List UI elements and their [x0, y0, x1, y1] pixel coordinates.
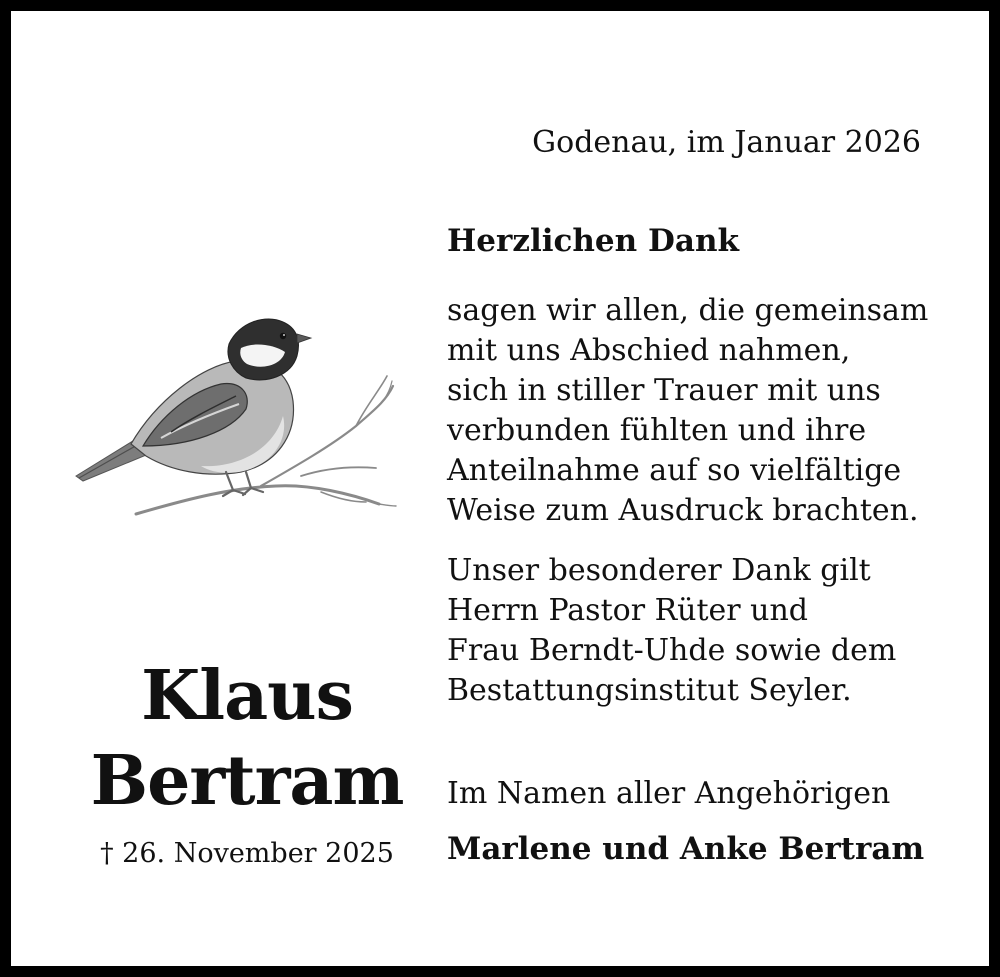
on-behalf-line: Im Namen aller Angehörigen — [447, 776, 891, 811]
paragraph-line: sich in stiller Trauer mit uns — [447, 373, 881, 408]
paragraph-line: Anteilnahme auf so vielfältige — [447, 453, 902, 488]
thanks-heading: Herzlichen Dank — [447, 223, 739, 259]
death-date: † 26. November 2025 — [100, 838, 394, 869]
dateline: Godenau, im Januar 2026 — [532, 125, 921, 160]
paragraph-line: Weise zum Ausdruck brachten. — [447, 493, 919, 528]
paragraph-line: verbunden fühlten und ihre — [447, 413, 867, 448]
signers: Marlene und Anke Bertram — [447, 831, 925, 867]
deceased-last-name: Bertram — [90, 741, 404, 821]
paragraph-line: Unser besonderer Dank gilt — [447, 553, 871, 588]
special-thanks-paragraph — [447, 551, 896, 711]
paragraph-line: Bestattungsinstitut Seyler. — [447, 673, 852, 708]
paragraph-line: mit uns Abschied nahmen, — [447, 333, 851, 368]
paragraph-line: Herrn Pastor Rüter und — [447, 593, 809, 628]
paragraph-line: Frau Berndt-Uhde sowie dem — [447, 633, 897, 668]
paragraph-line: sagen wir allen, die gemeinsam — [447, 293, 929, 328]
deceased-first-name: Klaus — [141, 656, 353, 736]
thanks-paragraph — [447, 291, 928, 531]
bird-on-branch-illustration — [61, 306, 401, 526]
